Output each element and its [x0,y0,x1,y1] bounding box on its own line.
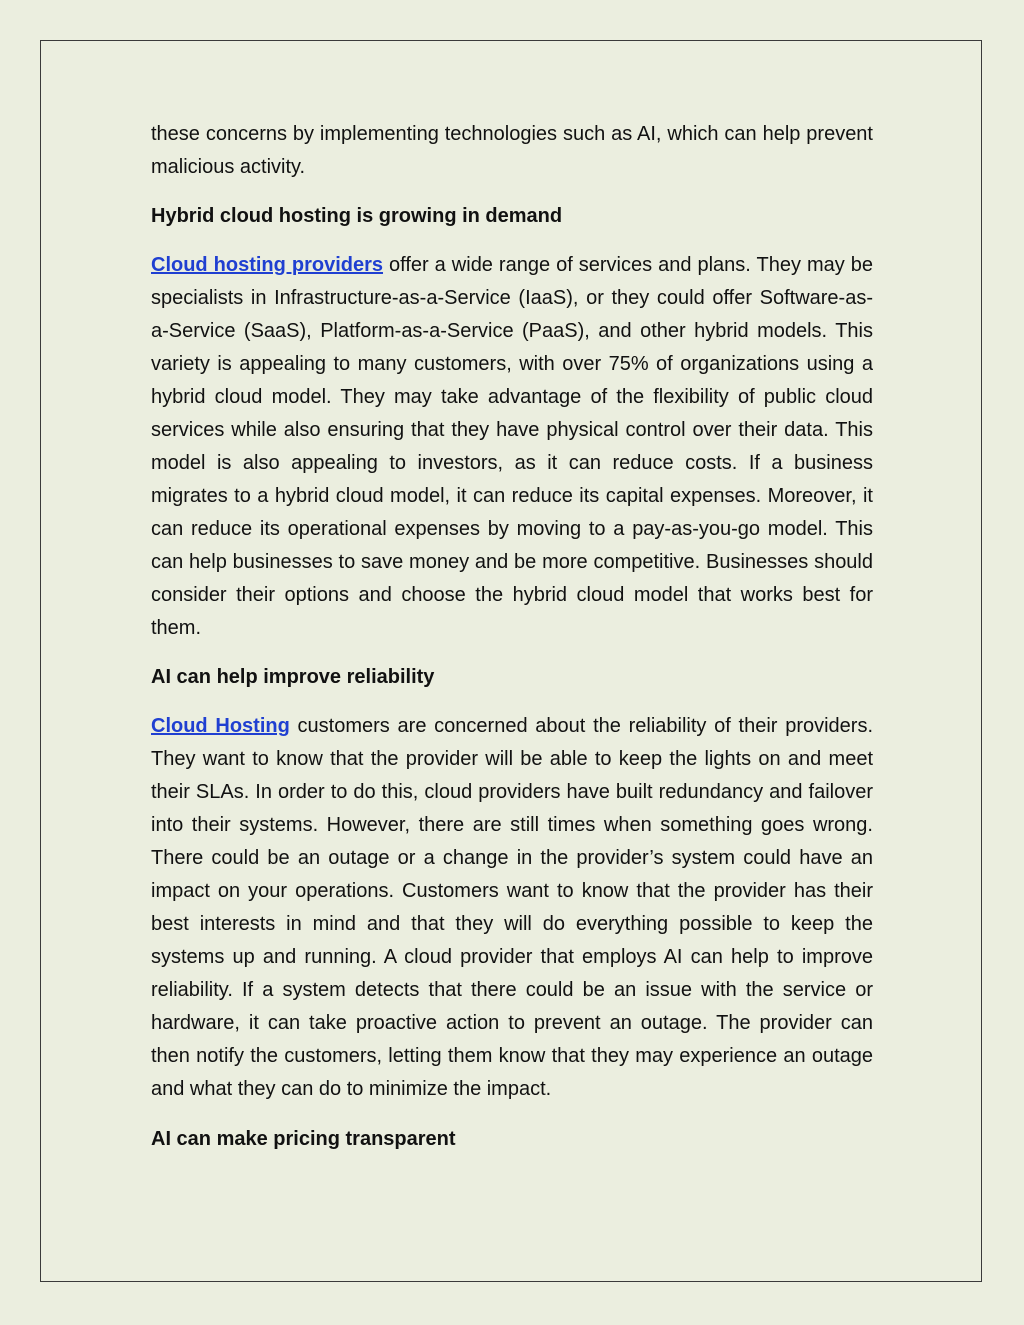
paragraph-reliability [151,710,873,1106]
paragraph-hybrid-cloud [151,249,873,645]
paragraph-hybrid-cloud-text: offer a wide range of services and plans. They may be specialists in Infrastructure-as-a-Service (IaaS), or they could offer Software-as-a-Service (SaaS), Platform-as-a-Service (PaaS), and other hybrid models. This variety is appealing to many customers, with over 75% of organizations using a hybrid cloud model. They may take advantage of the flexibility of public cloud services while also ensuring that they have physical control over their data. This model is also appealing to investors, as it can reduce costs. If a business migrates to a hybrid cloud model, it can reduce its capital expenses. Moreover, it can reduce its operational expenses by moving to a pay-as-you-go model. This can help businesses to save money and be more competitive. Businesses should consider their options and choose the hybrid cloud model that works best for them. [151,254,873,639]
section-heading-pricing: AI can make pricing transparent [151,1128,456,1150]
paragraph-reliability-text: customers are concerned about the reliability of their providers. They want to know that the provider will be able to keep the lights on and meet their SLAs. In order to do this, cloud providers have built redundancy and failover into their systems. However, there are still times when something goes wrong. There could be an outage or a change in the provider’s system could have an impact on your operations. Customers want to know that the provider has their best interests in mind and that they will do everything possible to keep the systems up and running. A cloud provider that employs AI can help to improve reliability. If a system detects that there could be an issue with the service or hardware, it can take proactive action to prevent an outage. The provider can then notify the customers, letting them know that they may experience an outage and what they can do to minimize the impact. [151,715,874,1100]
intro-paragraph: these concerns by implementing technologies such as AI, which can help prevent malicious activity. [151,123,873,178]
section-heading-hybrid-cloud: Hybrid cloud hosting is growing in demand [151,205,563,227]
section-heading-reliability: AI can help improve reliability [151,666,435,688]
cloud-hosting-link[interactable]: Cloud Hosting [151,715,290,737]
cloud-hosting-providers-link[interactable]: Cloud hosting providers [151,254,384,276]
document-body [151,118,873,1156]
